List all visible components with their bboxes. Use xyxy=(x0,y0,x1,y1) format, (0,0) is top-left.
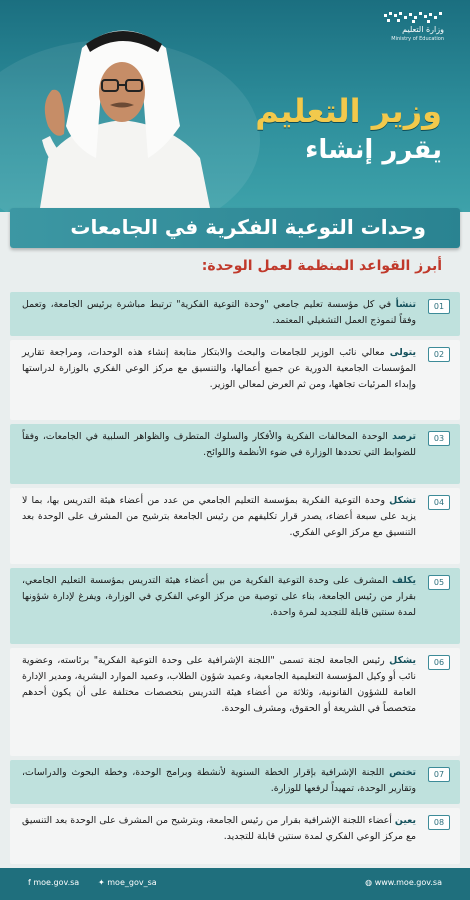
rule-body: أعضاء اللجنة الإشرافية بقرار من رئيس الجامعة، وبترشيح من المشرف على الوحدة بعد التنسيق مع مركز الوعي الفكري لمدة سنتين قابلة للتجديد. xyxy=(22,815,416,842)
twitter-handle: moe_gov_sa xyxy=(107,878,157,887)
rule-item xyxy=(10,292,460,336)
globe-icon: ◍ xyxy=(365,878,375,887)
rule-body: معالي نائب الوزير للجامعات والبحث والابتكار متابعة إنشاء هذه الوحدات، ومراجعة تقارير المؤسسات الجامعية الدورية عن جميع أعمالها، والتنسيق مع مركز الوعي الفكري بالوزارة لدراستها وإبداء المرئيات تجاهها، ومن ثم العرض لمعالي الوزير. xyxy=(22,347,416,390)
rule-text xyxy=(22,297,416,329)
rule-number: 05 xyxy=(428,575,450,590)
rule-text xyxy=(22,493,416,541)
rule-item xyxy=(10,648,460,756)
rule-body: رئيس الجامعة لجنة تسمى "اللجنة الإشرافية على وحدة التوعية الفكرية" برئاسته، وعضوية نائب أو وكيل المؤسسة التعليمية الجامعية، وعميد شؤون الطلاب، وعميد الموارد البشرية، ومدير الإدارة العامة للشؤون القانونية، وثلاثة من أعضاء هيئة التدريس بتخصصات مختلفة على أن يكون أحدهم متخصصاً في الشريعة أو الحقوق، ومشرف الوحدة. xyxy=(22,655,416,714)
title-banner xyxy=(10,208,460,248)
rule-number: 02 xyxy=(428,347,450,362)
facebook-handle: moe.gov.sa xyxy=(33,878,80,887)
rule-body: المشرف على وحدة التوعية الفكرية من بين أعضاء هيئة التدريس بمؤسسة التعليم الجامعي، بقرار من رئيس الجامعة، بناء على توصية من مركز الوعي الفكري في الوزارة، ويفرغ لإدارة شؤونها لمدة سنتين قابلة للتجديد لمرة واحدة. xyxy=(22,575,416,618)
rule-text xyxy=(22,653,416,717)
rule-item xyxy=(10,488,460,564)
rule-lead: يتولى xyxy=(389,347,416,358)
rule-body: وحدة التوعية الفكرية بمؤسسة التعليم الجامعي من عدد من أعضاء هيئة التدريس بها، بما لا يزيد على سبعة أعضاء، يصدر قرار تكليفهم من رئيس الجامعة بترشيح من المشرف على الوحدة بعد التنسيق مع مركز الوعي الفكري. xyxy=(22,495,416,538)
rule-number: 06 xyxy=(428,655,450,670)
rule-item xyxy=(10,424,460,484)
rule-body: الوحدة المخالفات الفكرية والأفكار والسلوك المتطرف والظواهر السلبية في الجامعات، وفقاً للضوابط التي تحددها الوزارة في ضوء الأنظمة واللوائح. xyxy=(22,431,416,458)
rule-number: 08 xyxy=(428,815,450,830)
facebook-link[interactable] xyxy=(28,878,79,887)
rule-number: 01 xyxy=(428,299,450,314)
rule-body: في كل مؤسسة تعليم جامعي "وحدة التوعية الفكرية" ترتبط مباشرة برئيس الجامعة، وتعمل وفقاً لنموذج العمل التشغيلي المعتمد. xyxy=(22,299,416,326)
footer xyxy=(0,868,470,900)
rule-text xyxy=(22,429,416,461)
rule-body: اللجنة الإشرافية بإقرار الخطة السنوية لأنشطة وبرامج الوحدة، وخطة البحوث والدراسات، وتقارير الوحدة، تمهيداً لرفعها للوزارة. xyxy=(22,767,416,794)
rules-heading: أبرز القواعد المنظمة لعمل الوحدة: xyxy=(201,258,442,274)
twitter-link[interactable] xyxy=(98,878,157,887)
rule-lead: يشكل xyxy=(389,655,416,666)
rule-text xyxy=(22,813,416,845)
rule-lead: تنشأ xyxy=(395,299,416,310)
rule-item xyxy=(10,568,460,644)
rule-lead: يعين xyxy=(394,815,416,826)
rule-lead: يكلف xyxy=(392,575,416,586)
rule-lead: تختص xyxy=(389,767,416,778)
rule-item xyxy=(10,340,460,420)
rule-item xyxy=(10,808,460,864)
ministry-name-en: Ministry of Education xyxy=(391,36,444,42)
rule-text xyxy=(22,345,416,393)
ministry-logo-icon xyxy=(382,10,444,24)
banner-text: وحدات التوعية الفكرية في الجامعات xyxy=(70,215,426,239)
rule-item xyxy=(10,760,460,804)
rule-number: 03 xyxy=(428,431,450,446)
website-link[interactable] xyxy=(365,878,442,887)
website-url: www.moe.gov.sa xyxy=(374,878,442,887)
rule-text xyxy=(22,573,416,621)
ministry-logo xyxy=(354,10,444,46)
title-line-2: يقرر إنشاء xyxy=(305,135,442,165)
rule-number: 07 xyxy=(428,767,450,782)
minister-portrait xyxy=(30,8,215,208)
rule-lead: ترصد xyxy=(392,431,416,442)
rule-lead: تشكل xyxy=(389,495,416,506)
header xyxy=(0,0,470,212)
facebook-icon: f xyxy=(28,878,34,887)
title-line-1: وزير التعليم xyxy=(255,92,442,130)
twitter-icon: ✦ xyxy=(98,878,108,887)
rule-text xyxy=(22,765,416,797)
ministry-name-ar: وزارة التعليم xyxy=(402,25,444,34)
rule-number: 04 xyxy=(428,495,450,510)
